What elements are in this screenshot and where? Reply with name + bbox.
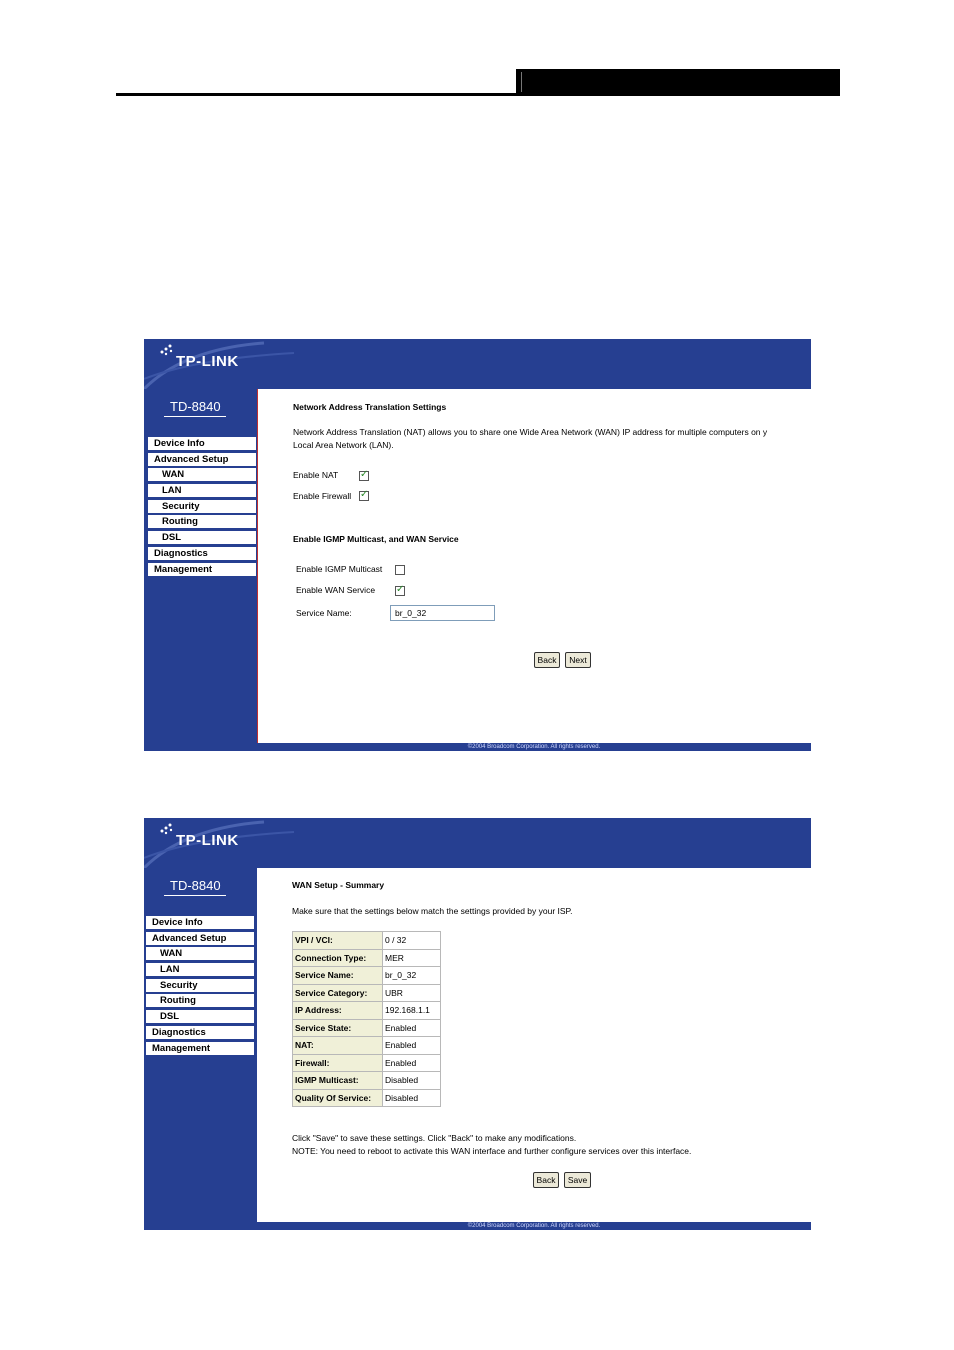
- nat-content: [257, 389, 811, 743]
- enable-nat-label: Enable NAT: [293, 470, 339, 480]
- enable-wan-service-label: Enable WAN Service: [296, 585, 376, 595]
- next-button[interactable]: Next: [565, 652, 591, 668]
- sidebar-menu: [146, 916, 254, 1057]
- reboot-note: NOTE: You need to reboot to activate this WAN interface and further configure services over this interface.: [292, 1146, 692, 1156]
- menu-dsl[interactable]: DSL: [146, 1010, 254, 1023]
- model-underline: [164, 416, 226, 417]
- model-name: TD-8840: [170, 399, 221, 414]
- summary-key: Service State:: [293, 1019, 383, 1037]
- logo-dots-icon: [158, 821, 178, 835]
- igmp-section-title: Enable IGMP Multicast, and WAN Service: [293, 534, 459, 544]
- service-name-input[interactable]: br_0_32: [390, 605, 495, 621]
- banner: [144, 339, 811, 389]
- summary-value: Disabled: [383, 1072, 441, 1090]
- table-row: [293, 967, 441, 985]
- summary-key: NAT:: [293, 1037, 383, 1055]
- menu-wan[interactable]: WAN: [146, 947, 254, 960]
- enable-wan-service-checkbox[interactable]: [395, 586, 405, 596]
- summary-key: Service Category:: [293, 984, 383, 1002]
- menu-device-info[interactable]: Device Info: [148, 437, 256, 450]
- enable-igmp-checkbox[interactable]: [395, 565, 405, 575]
- summary-key: IGMP Multicast:: [293, 1072, 383, 1090]
- menu-routing[interactable]: Routing: [148, 515, 256, 528]
- back-button[interactable]: Back: [534, 652, 560, 668]
- menu-lan[interactable]: LAN: [148, 484, 256, 497]
- nat-description-line1: Network Address Translation (NAT) allows you to share one Wide Area Network (WAN) IP address for multiple computers on y: [293, 427, 768, 437]
- nat-title: Network Address Translation Settings: [293, 402, 447, 412]
- enable-nat-checkbox[interactable]: [359, 471, 369, 481]
- tp-link-logo: TP-LINK: [176, 353, 239, 370]
- model-name: TD-8840: [170, 878, 221, 893]
- sidebar: [144, 389, 257, 751]
- menu-diagnostics[interactable]: Diagnostics: [148, 547, 256, 560]
- menu-device-info[interactable]: Device Info: [146, 916, 254, 929]
- summary-value: 192.168.1.1: [383, 1002, 441, 1020]
- table-row: [293, 1072, 441, 1090]
- summary-value: Enabled: [383, 1019, 441, 1037]
- table-row: [293, 1019, 441, 1037]
- menu-routing[interactable]: Routing: [146, 994, 254, 1007]
- banner: [144, 818, 811, 868]
- table-row: [293, 1002, 441, 1020]
- enable-firewall-label: Enable Firewall: [293, 491, 352, 501]
- menu-diagnostics[interactable]: Diagnostics: [146, 1026, 254, 1039]
- menu-security[interactable]: Security: [146, 979, 254, 992]
- service-name-label: Service Name:: [296, 608, 352, 618]
- model-underline: [164, 895, 226, 896]
- footer: ©2004 Broadcom Corporation. All rights reserved.: [257, 1222, 811, 1230]
- menu-management[interactable]: Management: [146, 1042, 254, 1055]
- summary-key: Firewall:: [293, 1054, 383, 1072]
- menu-advanced-setup[interactable]: Advanced Setup: [148, 453, 256, 466]
- menu-wan[interactable]: WAN: [148, 468, 256, 481]
- table-row: [293, 984, 441, 1002]
- tp-link-logo: TP-LINK: [176, 832, 239, 849]
- table-row: [293, 1054, 441, 1072]
- summary-intro: Make sure that the settings below match the settings provided by your ISP.: [292, 906, 573, 916]
- menu-management[interactable]: Management: [148, 563, 256, 576]
- summary-key: Connection Type:: [293, 949, 383, 967]
- summary-value: br_0_32: [383, 967, 441, 985]
- summary-value: 0 / 32: [383, 932, 441, 950]
- summary-value: Disabled: [383, 1089, 441, 1107]
- sidebar-menu: [148, 437, 256, 578]
- save-note: Click "Save" to save these settings. Click "Back" to make any modifications.: [292, 1133, 577, 1143]
- summary-value: MER: [383, 949, 441, 967]
- wan-summary-screenshot: [144, 818, 811, 1230]
- summary-key: IP Address:: [293, 1002, 383, 1020]
- menu-security[interactable]: Security: [148, 500, 256, 513]
- summary-table: [292, 931, 441, 1107]
- enable-firewall-checkbox[interactable]: [359, 491, 369, 501]
- nat-description-line2: Local Area Network (LAN).: [293, 440, 394, 450]
- nat-settings-screenshot: [144, 339, 811, 751]
- menu-lan[interactable]: LAN: [146, 963, 254, 976]
- summary-title: WAN Setup - Summary: [292, 880, 385, 890]
- menu-advanced-setup[interactable]: Advanced Setup: [146, 932, 254, 945]
- summary-key: VPI / VCI:: [293, 932, 383, 950]
- summary-key: Service Name:: [293, 967, 383, 985]
- summary-value: Enabled: [383, 1037, 441, 1055]
- sidebar: [144, 868, 257, 1230]
- footer: ©2004 Broadcom Corporation. All rights reserved.: [257, 743, 811, 751]
- logo-dots-icon: [158, 342, 178, 356]
- table-row: [293, 949, 441, 967]
- back-button[interactable]: Back: [533, 1172, 559, 1188]
- save-button[interactable]: Save: [564, 1172, 591, 1188]
- summary-content: [257, 868, 811, 1222]
- page-header-box: [516, 69, 840, 96]
- page-header-tick: [521, 72, 522, 92]
- summary-value: UBR: [383, 984, 441, 1002]
- table-row: [293, 1037, 441, 1055]
- table-row: [293, 1089, 441, 1107]
- summary-key: Quality Of Service:: [293, 1089, 383, 1107]
- summary-value: Enabled: [383, 1054, 441, 1072]
- table-row: [293, 932, 441, 950]
- menu-dsl[interactable]: DSL: [148, 531, 256, 544]
- enable-igmp-label: Enable IGMP Multicast: [296, 564, 383, 574]
